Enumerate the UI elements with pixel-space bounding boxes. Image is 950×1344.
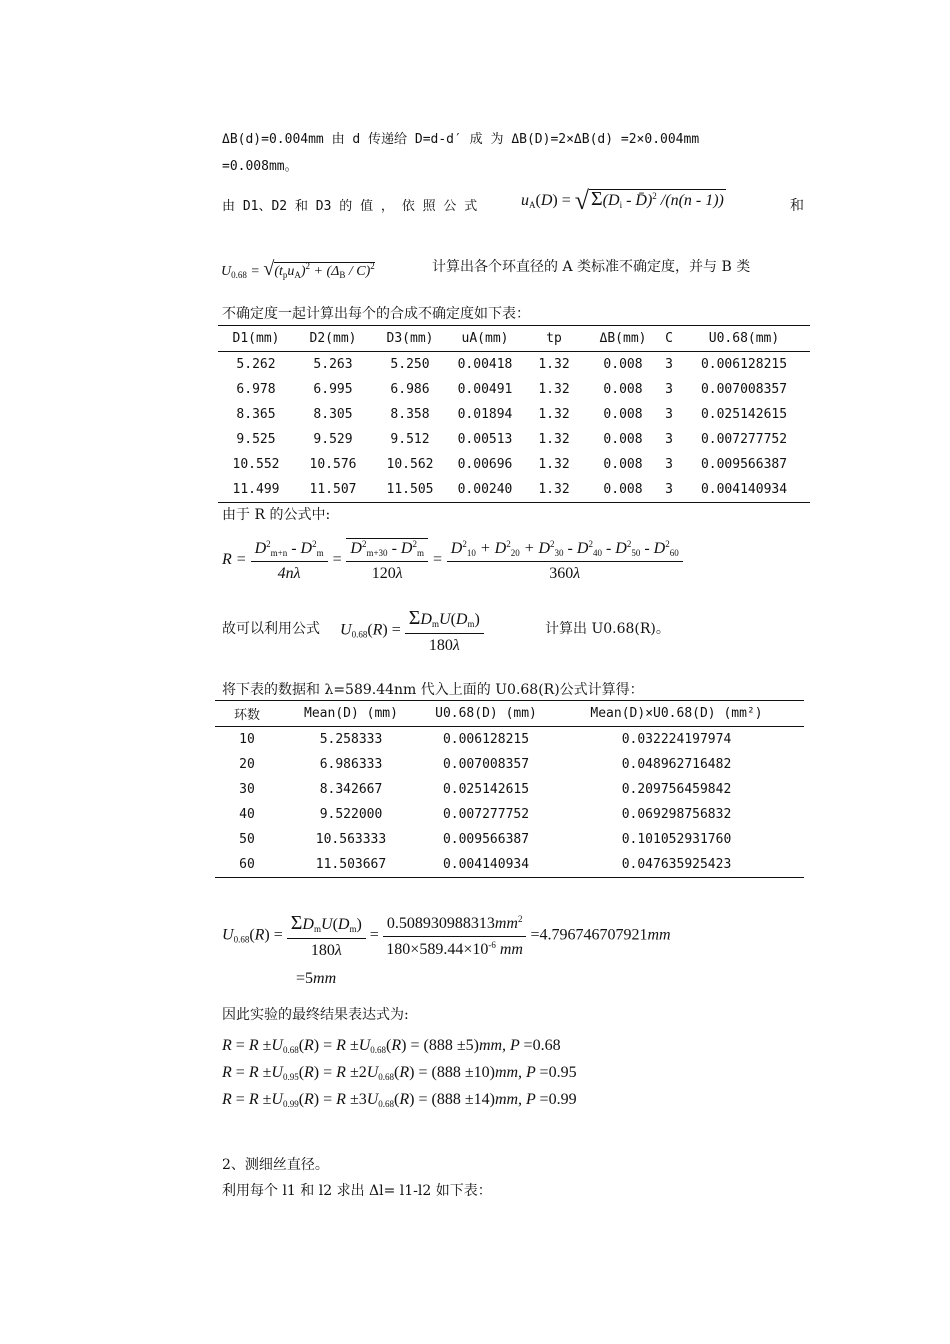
cell: 3 <box>665 432 673 447</box>
cell: 8.305 <box>313 407 353 422</box>
cell: 3 <box>665 457 673 472</box>
cell: 9.512 <box>390 432 430 447</box>
col-u068: U0.68(mm) <box>708 331 780 346</box>
cell: 11.503667 <box>315 857 387 872</box>
table2-intro: 将下表的数据和 λ=589.44nm 代入上面的 U0.68(R)公式计算得： <box>222 682 644 698</box>
cell: 10.563333 <box>315 832 387 847</box>
cell: 8.342667 <box>319 782 383 797</box>
cell: 10.576 <box>309 457 357 472</box>
intro-line-1: ΔB(d)=0.004mm 由 d 传递给 D=d-d′ 成 为 ΔB(D)=2×ΔB(d) =2×0.004mm <box>222 132 700 147</box>
cell: 0.004140934 <box>442 857 530 872</box>
cell: 0.00491 <box>457 382 513 397</box>
cell: 1.32 <box>538 457 570 472</box>
cell: 10 <box>239 732 255 747</box>
table-row <box>218 452 810 477</box>
col-mean: Mean(D) (mm) <box>304 706 398 721</box>
cell: 0.008 <box>603 357 643 372</box>
section2-line: 利用每个 l1 和 l2 求出 Δl= l1-l2 如下表： <box>222 1183 492 1199</box>
cell: 9.529 <box>313 432 353 447</box>
result-value: 4.796746707921 <box>539 926 648 944</box>
table-row <box>218 377 810 402</box>
intro-line-3 <box>222 195 477 214</box>
intro-line-2: =0.008mm。 <box>222 159 298 174</box>
cell: 1.32 <box>538 432 570 447</box>
table-row <box>215 852 804 878</box>
col-ua: uA(mm) <box>461 331 509 346</box>
cell: 0.101052931760 <box>621 832 732 847</box>
col-ring: 环数 <box>233 708 260 723</box>
cell: 11.505 <box>386 482 434 497</box>
rounded-result: =5mm <box>296 970 337 987</box>
intro-line-3-suffix: 和 <box>790 198 804 214</box>
cell: 0.00513 <box>457 432 513 447</box>
cell: 5.262 <box>236 357 276 372</box>
table-row <box>215 827 804 852</box>
mean-table-header <box>215 701 804 727</box>
intro-line-3-prefix: 由 D1、D2 和 D3 的 值 ， 依 照 公 式 <box>222 199 478 214</box>
cell: 8.365 <box>236 407 276 422</box>
ua-formula: $u_A(D)$ = √ $\Sigma(D_i$ - D̄)$^2$ /(n(n - 1)) <box>521 186 724 215</box>
col-d2: D2(mm) <box>309 331 357 346</box>
cell: 0.008 <box>603 382 643 397</box>
cell: 20 <box>239 757 255 772</box>
cell: 0.025142615 <box>442 782 530 797</box>
col-tp: tp <box>546 331 562 346</box>
col-u068d: U0.68(D) (mm) <box>435 706 537 721</box>
cell: 0.004140934 <box>700 482 788 497</box>
cell: 3 <box>665 482 673 497</box>
table-row <box>215 777 804 802</box>
formula-suffix: 计算出 U0.68(R)。 <box>545 621 670 637</box>
col-d3: D3(mm) <box>386 331 434 346</box>
cell: 0.008 <box>603 432 643 447</box>
cell: 0.007277752 <box>700 432 788 447</box>
cell: 0.008 <box>603 407 643 422</box>
cell: 6.995 <box>313 382 353 397</box>
cell: 8.358 <box>390 407 430 422</box>
cell: 6.986333 <box>319 757 383 772</box>
col-product: Mean(D)×U0.68(D) (mm²) <box>590 706 763 721</box>
mean-table <box>215 700 804 878</box>
table-row <box>215 802 804 827</box>
cell: 5.258333 <box>319 732 383 747</box>
cell: 10.552 <box>232 457 280 472</box>
section2-heading: 2、测细丝直径。 <box>222 1157 329 1173</box>
table-row <box>218 427 810 452</box>
cell: 0.009566387 <box>442 832 530 847</box>
cell: 5.263 <box>313 357 353 372</box>
uncertainty-table <box>218 325 810 503</box>
cell: 60 <box>239 857 255 872</box>
uncertainty-table-header <box>218 326 810 352</box>
cell: 0.00696 <box>457 457 513 472</box>
cell: 0.006128215 <box>700 357 788 372</box>
cell: 0.00240 <box>457 482 513 497</box>
cell: 11.507 <box>309 482 357 497</box>
result-line-2: $R = R \pm U_{0.95}(R) = R \pm 2U_{0.68}(R) = (888 \pm 10)mm$, P =0.95 <box>222 1064 577 1082</box>
table-row <box>218 352 810 378</box>
table-row <box>218 402 810 427</box>
cell: 0.209756459842 <box>621 782 732 797</box>
cell: 50 <box>239 832 255 847</box>
intro-line-5: 不确定度一起计算出每个的合成不确定度如下表： <box>222 306 530 322</box>
cell: 1.32 <box>538 407 570 422</box>
cell: 0.00418 <box>457 357 513 372</box>
cell: 1.32 <box>538 382 570 397</box>
cell: 0.032224197974 <box>621 732 732 747</box>
cell: 0.006128215 <box>442 732 530 747</box>
cell: 6.978 <box>236 382 276 397</box>
cell: 0.047635925423 <box>621 857 732 872</box>
table-row <box>218 477 810 503</box>
r-formula-intro: 由于 R 的公式中: <box>222 507 331 523</box>
table-row <box>215 727 804 753</box>
formula-prefix: 故可以利用公式 <box>222 621 320 637</box>
cell: 0.007277752 <box>442 807 530 822</box>
table-row <box>215 752 804 777</box>
cell: 1.32 <box>538 482 570 497</box>
u-r-formula: $U_{0.68}(R)$ = $\frac{\Sigma D_mU(D_m)}{180\lambda}$ <box>340 607 484 655</box>
cell: 0.007008357 <box>442 757 530 772</box>
result-line-3: $R = R \pm U_{0.99}(R) = R \pm 3U_{0.68}(R) = (888 \pm 14)mm$, P =0.99 <box>222 1091 577 1109</box>
r-formula: R = $\frac{D^2_{m+n} - D^2_m}{4n\lambda}$ = $\frac{D^2_{m+30} - D^2_m}{120\lambda}$ = $\frac{D^2_{10} + D^2_{20} + D^2_{30} - D^2_{40} - D^2_{50} - D^2_{60}}{360\lambda}$ <box>222 538 683 583</box>
cell: 6.986 <box>390 382 430 397</box>
cell: 3 <box>665 382 673 397</box>
cell: 9.525 <box>236 432 276 447</box>
cell: 0.048962716482 <box>621 757 732 772</box>
cell: 0.008 <box>603 482 643 497</box>
col-delta-b: ΔB(mm) <box>599 331 647 346</box>
intro-line-4: 计算出各个环直径的 A 类标准不确定度，并与 B 类 <box>432 259 751 275</box>
cell: 3 <box>665 357 673 372</box>
cell: 0.069298756832 <box>621 807 732 822</box>
denominator-value: 180×589.44×10 <box>386 940 489 958</box>
cell: 0.01894 <box>457 407 513 422</box>
col-d1: D1(mm) <box>232 331 280 346</box>
result-line-1: $R = R \pm U_{0.68}(R) = R \pm U_{0.68}(R) = (888 \pm 5)mm$, P =0.68 <box>222 1037 561 1055</box>
cell: 9.522000 <box>319 807 383 822</box>
result-formula: $U_{0.68}(R)$ = $\frac{\Sigma D_mU(D_m)}{180\lambda}$ = $\frac{0.508930988313mm^2}{180\times 589.44\times 10^{-6} mm}$ =4.796746707921mm <box>222 912 671 959</box>
cell: 11.499 <box>232 482 280 497</box>
cell: 30 <box>239 782 255 797</box>
cell: 0.025142615 <box>700 407 788 422</box>
cell: 5.250 <box>390 357 430 372</box>
cell: 0.009566387 <box>700 457 788 472</box>
cell: 0.008 <box>603 457 643 472</box>
cell: 0.007008357 <box>700 382 788 397</box>
cell: 1.32 <box>538 357 570 372</box>
col-c: C <box>665 331 673 346</box>
cell: 3 <box>665 407 673 422</box>
cell: 10.562 <box>386 457 434 472</box>
u068-formula: $U_{0.68} = √(t_pu_A)^2 + (\Delta_B / C)^2$ <box>221 258 375 280</box>
numerator-value: 0.508930988313 <box>386 914 495 932</box>
conclusion-intro: 因此实验的最终结果表达式为: <box>222 1007 409 1023</box>
cell: 40 <box>239 807 255 822</box>
